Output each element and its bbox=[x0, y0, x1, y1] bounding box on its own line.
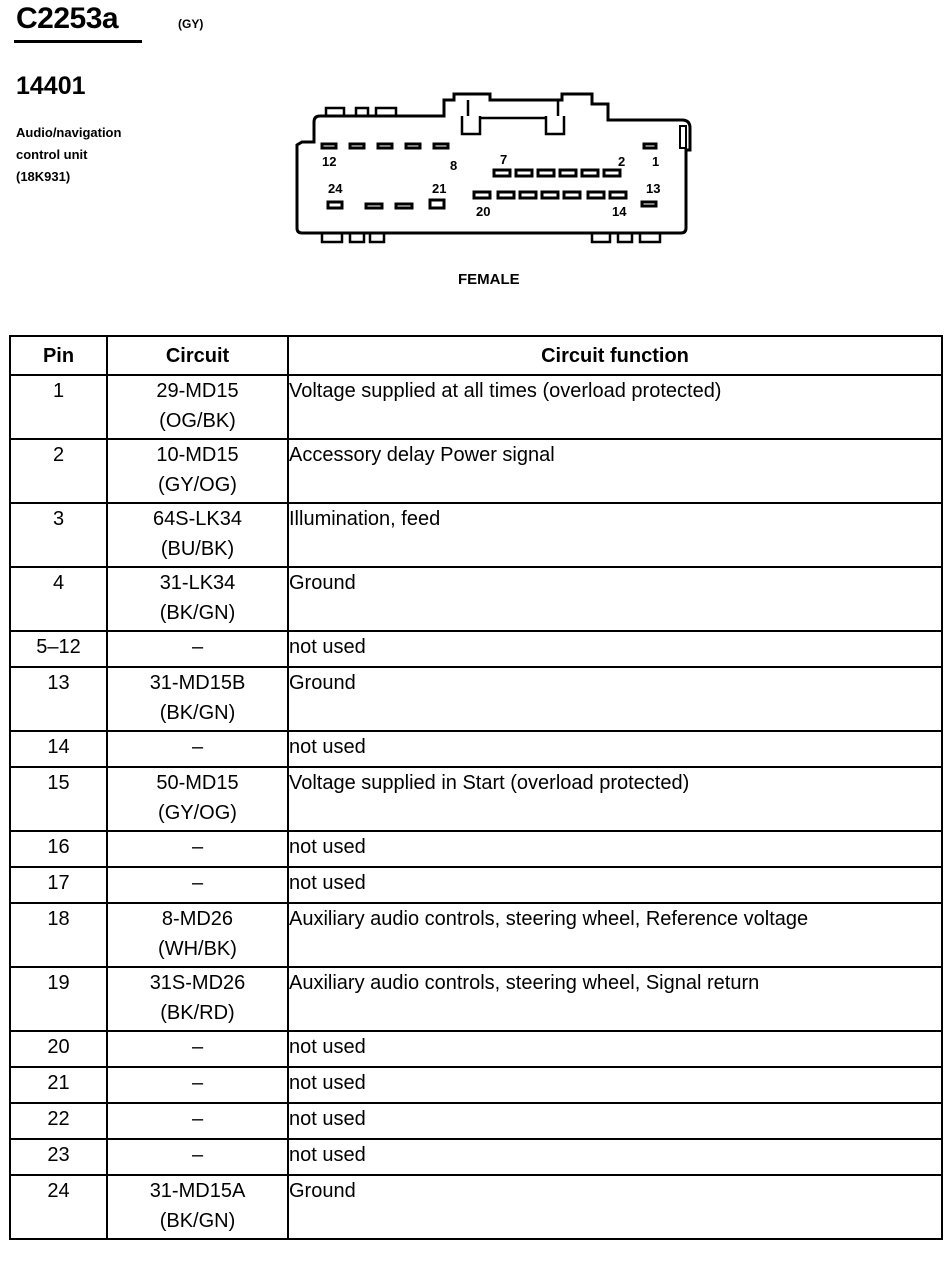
circuit-function-cell: not used bbox=[288, 731, 942, 767]
pin-slot bbox=[406, 144, 420, 148]
circuit-function-cell: Auxiliary audio controls, steering wheel, Signal return bbox=[288, 967, 942, 1031]
component-description bbox=[16, 122, 121, 188]
pin-slot bbox=[538, 170, 554, 176]
circuit-cell bbox=[107, 631, 288, 667]
circuit-cell bbox=[107, 903, 288, 967]
circuit-cell bbox=[107, 567, 288, 631]
table-row bbox=[10, 439, 942, 503]
circuit-function-cell: Illumination, feed bbox=[288, 503, 942, 567]
pin-cell: 21 bbox=[10, 1067, 107, 1103]
pin-label: 14 bbox=[612, 204, 627, 219]
pin-slot bbox=[430, 200, 444, 208]
pin-slot bbox=[582, 170, 598, 176]
circuit-number: – bbox=[191, 1144, 204, 1166]
pin-cell: 16 bbox=[10, 831, 107, 867]
connector-color: (GY) bbox=[178, 17, 204, 31]
pin-slot bbox=[604, 170, 620, 176]
circuit-number: – bbox=[191, 1072, 204, 1094]
wire-color: (BK/GN) bbox=[159, 1210, 236, 1232]
pin-cell: 17 bbox=[10, 867, 107, 903]
pin-slots bbox=[322, 144, 656, 208]
circuit-cell bbox=[107, 375, 288, 439]
wire-color: (BK/GN) bbox=[159, 702, 236, 724]
pin-label: 7 bbox=[500, 152, 508, 167]
connector-id-underline bbox=[14, 40, 142, 43]
wire-color: (BK/GN) bbox=[159, 602, 236, 624]
circuit-number: 31-MD15B bbox=[149, 672, 246, 694]
wire-color: (GY/OG) bbox=[158, 802, 237, 824]
pin-label: 12 bbox=[322, 154, 337, 169]
table-row bbox=[10, 1139, 942, 1175]
circuit-cell bbox=[107, 503, 288, 567]
table-row bbox=[10, 903, 942, 967]
pin-cell: 22 bbox=[10, 1103, 107, 1139]
pin-cell: 14 bbox=[10, 731, 107, 767]
pinout-table bbox=[9, 335, 943, 1240]
table-row bbox=[10, 1103, 942, 1139]
component-description-line: Audio/navigation bbox=[16, 125, 122, 140]
pin-slot bbox=[350, 144, 364, 148]
latch-outline bbox=[462, 100, 564, 134]
circuit-number: 29-MD15 bbox=[156, 380, 239, 402]
pin-cell: 1 bbox=[10, 375, 107, 439]
circuit-function-cell: not used bbox=[288, 631, 942, 667]
pin-label: 8 bbox=[450, 158, 458, 173]
pin-cell: 3 bbox=[10, 503, 107, 567]
circuit-number: 31S-MD26 bbox=[149, 972, 246, 994]
table-row bbox=[10, 767, 942, 831]
circuit-number: 10-MD15 bbox=[156, 444, 239, 466]
circuit-cell bbox=[107, 667, 288, 731]
circuit-number: – bbox=[191, 1036, 204, 1058]
pin-slot bbox=[474, 192, 490, 198]
pin-slot bbox=[322, 144, 336, 148]
part-number: 14401 bbox=[16, 72, 86, 100]
component-description-line: control unit bbox=[16, 147, 88, 162]
circuit-number: – bbox=[191, 636, 204, 658]
pin-cell: 13 bbox=[10, 667, 107, 731]
pin-slot bbox=[498, 192, 514, 198]
header-pin: Pin bbox=[10, 336, 107, 375]
pin-cell: 24 bbox=[10, 1175, 107, 1239]
pin-cell: 2 bbox=[10, 439, 107, 503]
circuit-cell bbox=[107, 1067, 288, 1103]
table-row bbox=[10, 967, 942, 1031]
table-row bbox=[10, 375, 942, 439]
pin-slot bbox=[516, 170, 532, 176]
circuit-function-cell: not used bbox=[288, 867, 942, 903]
pin-label: 2 bbox=[618, 154, 626, 169]
pin-slot bbox=[560, 170, 576, 176]
wire-color: (BU/BK) bbox=[160, 538, 235, 560]
pin-cell: 23 bbox=[10, 1139, 107, 1175]
circuit-function-cell: Ground bbox=[288, 567, 942, 631]
circuit-function-cell: not used bbox=[288, 1031, 942, 1067]
pin-label: 1 bbox=[652, 154, 660, 169]
connector-id: C2253a bbox=[16, 2, 119, 35]
circuit-cell bbox=[107, 1031, 288, 1067]
circuit-function-cell: not used bbox=[288, 1067, 942, 1103]
circuit-function-cell: not used bbox=[288, 831, 942, 867]
circuit-number: – bbox=[191, 1108, 204, 1130]
pin-slot bbox=[396, 204, 412, 208]
circuit-number: – bbox=[191, 836, 204, 858]
wire-color: (BK/RD) bbox=[160, 1002, 235, 1024]
pin-cell: 5–12 bbox=[10, 631, 107, 667]
circuit-number: 64S-LK34 bbox=[153, 508, 242, 530]
pin-slot bbox=[542, 192, 558, 198]
pin-cell: 4 bbox=[10, 567, 107, 631]
pin-slot bbox=[494, 170, 510, 176]
header-circuit-function: Circuit function bbox=[288, 336, 942, 375]
pin-label: 13 bbox=[646, 181, 661, 196]
pin-slot bbox=[366, 204, 382, 208]
table-row bbox=[10, 667, 942, 731]
circuit-cell bbox=[107, 867, 288, 903]
circuit-number: 8-MD26 bbox=[161, 908, 234, 930]
table-row bbox=[10, 1031, 942, 1067]
circuit-cell bbox=[107, 967, 288, 1031]
keying-tab bbox=[680, 126, 686, 148]
circuit-function-cell: Accessory delay Power signal bbox=[288, 439, 942, 503]
pin-cell: 18 bbox=[10, 903, 107, 967]
pin-slot bbox=[378, 144, 392, 148]
circuit-cell bbox=[107, 1139, 288, 1175]
pin-slot bbox=[610, 192, 626, 198]
circuit-cell bbox=[107, 439, 288, 503]
circuit-number: – bbox=[191, 736, 204, 758]
circuit-cell bbox=[107, 831, 288, 867]
pin-slot bbox=[434, 144, 448, 148]
table-row bbox=[10, 1067, 942, 1103]
pin-cell: 20 bbox=[10, 1031, 107, 1067]
table-row bbox=[10, 1175, 942, 1239]
circuit-function-cell: Ground bbox=[288, 667, 942, 731]
table-row bbox=[10, 503, 942, 567]
table-row bbox=[10, 631, 942, 667]
circuit-number: 31-LK34 bbox=[159, 572, 236, 594]
circuit-cell bbox=[107, 1103, 288, 1139]
circuit-number: – bbox=[191, 872, 204, 894]
pin-slot bbox=[564, 192, 580, 198]
circuit-function-cell: Voltage supplied in Start (overload protected) bbox=[288, 767, 942, 831]
connector-face-diagram bbox=[292, 90, 692, 250]
table-row bbox=[10, 867, 942, 903]
wire-color: (OG/BK) bbox=[159, 410, 236, 432]
pin-slot bbox=[328, 202, 342, 208]
pin-slot bbox=[520, 192, 536, 198]
table-row bbox=[10, 831, 942, 867]
pin-slot bbox=[588, 192, 604, 198]
circuit-function-cell: Ground bbox=[288, 1175, 942, 1239]
circuit-cell bbox=[107, 731, 288, 767]
table-body bbox=[10, 375, 942, 1239]
circuit-number: 50-MD15 bbox=[156, 772, 239, 794]
circuit-function-cell: not used bbox=[288, 1139, 942, 1175]
header-circuit: Circuit bbox=[107, 336, 288, 375]
pin-cell: 19 bbox=[10, 967, 107, 1031]
wire-color: (WH/BK) bbox=[158, 938, 237, 960]
table-row bbox=[10, 567, 942, 631]
pin-label: 20 bbox=[476, 204, 491, 219]
pin-slot bbox=[644, 144, 656, 148]
circuit-function-cell: Auxiliary audio controls, steering wheel, Reference voltage bbox=[288, 903, 942, 967]
wire-color: (GY/OG) bbox=[158, 474, 237, 496]
pin-label: 24 bbox=[328, 181, 343, 196]
pin-cell: 15 bbox=[10, 767, 107, 831]
pin-label: 21 bbox=[432, 181, 447, 196]
circuit-cell bbox=[107, 767, 288, 831]
circuit-function-cell: Voltage supplied at all times (overload protected) bbox=[288, 375, 942, 439]
connector-gender-label: FEMALE bbox=[458, 271, 520, 288]
circuit-cell bbox=[107, 1175, 288, 1239]
table-row bbox=[10, 731, 942, 767]
table-header-row bbox=[10, 336, 942, 375]
circuit-function-cell: not used bbox=[288, 1103, 942, 1139]
pin-slot bbox=[642, 202, 656, 206]
component-description-line: (18K931) bbox=[16, 169, 71, 184]
circuit-number: 31-MD15A bbox=[149, 1180, 246, 1202]
